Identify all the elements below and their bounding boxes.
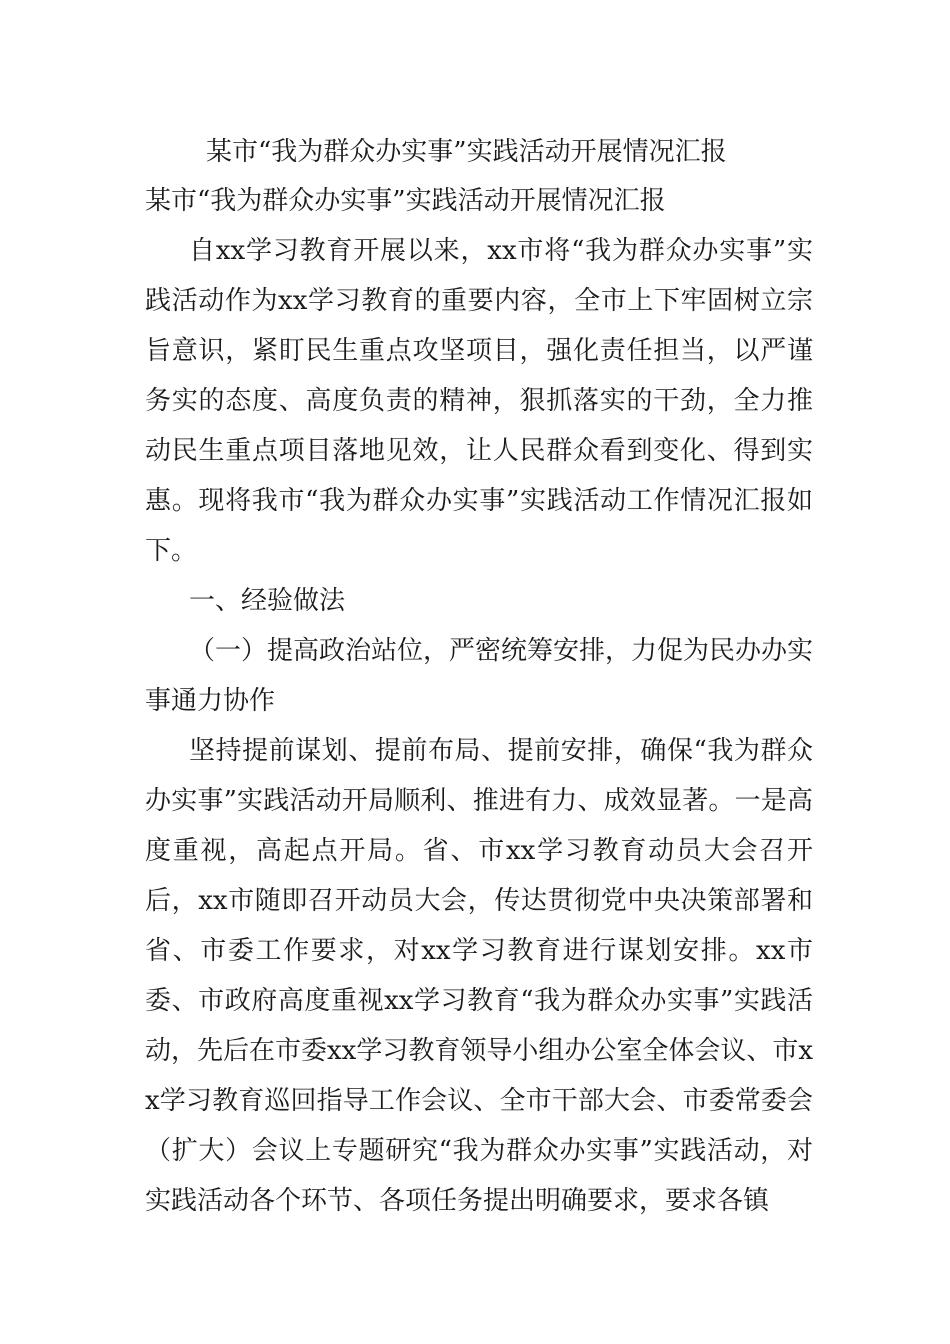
document-title: 某市“我为群众办实事”实践活动开展情况汇报 <box>206 137 727 167</box>
paragraph-repeated-title: 某市“我为群众办实事”实践活动开展情况汇报 <box>145 186 666 216</box>
paragraph-intro: 自xx学习教育开展以来，xx市将“我为群众办实事”实践活动作为xx学习教育的重要内容，全市上下牢固树立宗旨意识，紧盯民生重点攻坚项目，强化责任担当，以严谨务实的态度、高度负责的精神，狠抓落实的干劲，全力推动民生重点项目落地见效，让人民群众看到变化、得到实惠。现将我市“我为群众办实事”实践活动工作情况汇报如下。 <box>145 236 813 566</box>
paragraph-subsection-1-body: 坚持提前谋划、提前布局、提前安排，确保“我为群众办实事”实践活动开局顺利、推进有力、成效显著。一是高度重视，高起点开局。省、市xx学习教育动员大会召开后，xx市随即召开动员大会，传达贯彻党中央决策部署和省、市委工作要求，对xx学习教育进行谋划安排。xx市委、市政府高度重视xx学习教育“我为群众办实事”实践活动，先后在市委xx学习教育领导小组办公室全体会议、市xx学习教育巡回指导工作会议、全市干部大会、市委常委会（扩大）会议上专题研究“我为群众办实事”实践活动，对实践活动各个环节、各项任务提出明确要求，要求各镇 <box>145 736 813 1216</box>
subsection-heading-1: （一）提高政治站位，严密统筹安排，力促为民办办实事通力协作 <box>145 636 814 716</box>
document-body <box>145 176 813 1226</box>
section-heading-experience: 一、经验做法 <box>189 586 346 616</box>
